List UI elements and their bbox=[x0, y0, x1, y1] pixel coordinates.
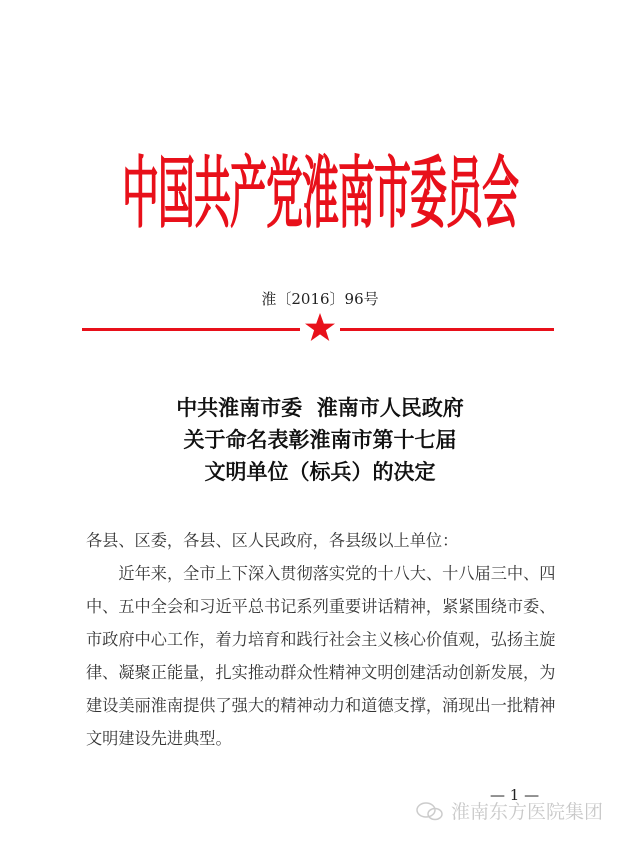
red-star-icon bbox=[304, 312, 336, 344]
heading-line: 关于命名表彰淮南市第十七届 bbox=[183, 428, 457, 452]
document-number: 淮〔2016〕96号 bbox=[261, 290, 379, 308]
red-rule-right bbox=[340, 328, 554, 331]
watermark bbox=[415, 797, 603, 824]
heading-line: 文明单位（标兵）的决定 bbox=[204, 460, 436, 484]
document-heading bbox=[0, 392, 640, 488]
heading-line: 中共淮南市委 淮南市人民政府 bbox=[176, 396, 464, 420]
wechat-icon bbox=[415, 800, 445, 822]
addressee: 各县、区委，各县、区人民政府，各县级以上单位： bbox=[86, 531, 459, 550]
red-rule-left bbox=[82, 328, 300, 331]
letterhead-title: 中国共产党淮南市委员会 bbox=[122, 148, 518, 240]
document-body bbox=[86, 524, 566, 755]
watermark-text: 淮南东方医院集团 bbox=[451, 801, 604, 823]
page-number: — 1 — bbox=[490, 786, 540, 804]
body-paragraph: 近年来，全市上下深入贯彻落实党的十八大、十八届三中、四中、五中全会和习近平总书记系列重要讲话精神，紧紧围绕市委、市政府中心工作，着力培育和践行社会主义核心价值观，弘扬主旋律、凝聚正能量，扎实推动群众性精神文明创建活动创新发展，为建设美丽淮南提供了强大的精神动力和道德支撑，涌现出一批精神文明建设先进典型。 bbox=[86, 564, 556, 748]
